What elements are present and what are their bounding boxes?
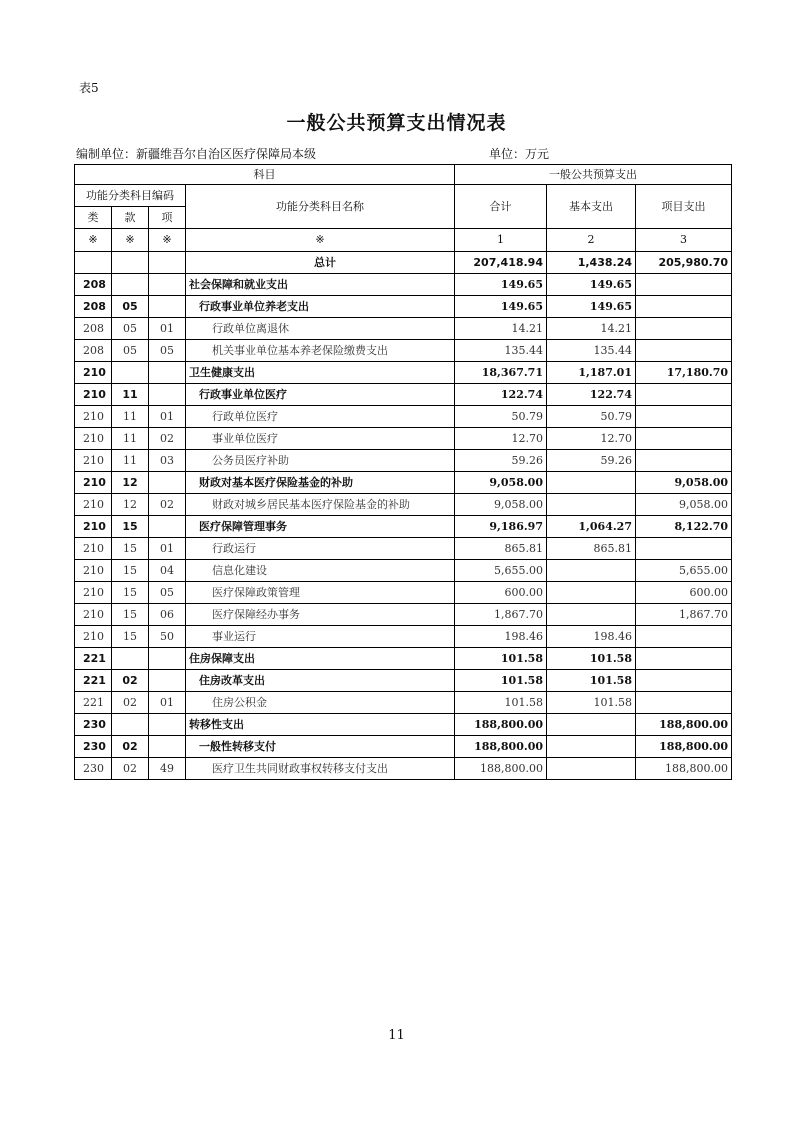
- basic-header: 基本支出: [547, 185, 636, 229]
- class-code-cell: 230: [75, 758, 112, 780]
- project-cell: [636, 538, 732, 560]
- basic-cell: 12.70: [547, 428, 636, 450]
- project-cell: 17,180.70: [636, 362, 732, 384]
- subject-name-cell: 行政单位离退休: [186, 318, 455, 340]
- class-code-cell: 221: [75, 648, 112, 670]
- subject-name-cell: 住房改革支出: [186, 670, 455, 692]
- section-code-cell: 11: [112, 384, 149, 406]
- header-row-index: [75, 229, 732, 252]
- item-code-cell: 49: [149, 758, 186, 780]
- subject-name-cell: 一般性转移支付: [186, 736, 455, 758]
- section-code-cell: 15: [112, 626, 149, 648]
- table-row: [75, 560, 732, 582]
- project-cell: 8,122.70: [636, 516, 732, 538]
- section-code-cell: 02: [112, 758, 149, 780]
- class-code-cell: 210: [75, 538, 112, 560]
- total-cell: 135.44: [455, 340, 547, 362]
- table-row: [75, 516, 732, 538]
- project-cell: [636, 648, 732, 670]
- item-code-cell: 01: [149, 318, 186, 340]
- project-cell: [636, 626, 732, 648]
- subject-name-cell: 卫生健康支出: [186, 362, 455, 384]
- table-row: [75, 538, 732, 560]
- item-header: 项: [149, 207, 186, 229]
- table-row: [75, 670, 732, 692]
- item-code-cell: [149, 472, 186, 494]
- class-code-cell: 208: [75, 274, 112, 296]
- project-header: 项目支出: [636, 185, 732, 229]
- basic-cell: [547, 560, 636, 582]
- section-code-cell: [112, 274, 149, 296]
- subject-name-cell: 行政事业单位养老支出: [186, 296, 455, 318]
- table-row: [75, 450, 732, 472]
- section-code-cell: 05: [112, 296, 149, 318]
- basic-cell: 101.58: [547, 670, 636, 692]
- item-code-cell: 01: [149, 692, 186, 714]
- table-row: [75, 714, 732, 736]
- class-code-cell: 210: [75, 516, 112, 538]
- subject-name-cell: 住房保障支出: [186, 648, 455, 670]
- header-row-top: [75, 165, 732, 185]
- total-cell: 149.65: [455, 296, 547, 318]
- sum-project: 205,980.70: [636, 252, 732, 274]
- sum-basic: 1,438.24: [547, 252, 636, 274]
- subject-name-cell: 机关事业单位基本养老保险缴费支出: [186, 340, 455, 362]
- basic-cell: 101.58: [547, 648, 636, 670]
- basic-cell: [547, 582, 636, 604]
- total-cell: 188,800.00: [455, 736, 547, 758]
- class-code-cell: 208: [75, 296, 112, 318]
- total-cell: 122.74: [455, 384, 547, 406]
- name-header: 功能分类科目名称: [186, 185, 455, 229]
- item-code-cell: [149, 670, 186, 692]
- class-code-cell: 210: [75, 384, 112, 406]
- page-number: 11: [388, 1028, 405, 1043]
- subject-name-cell: 社会保障和就业支出: [186, 274, 455, 296]
- section-code-cell: 12: [112, 494, 149, 516]
- section-code-cell: 11: [112, 428, 149, 450]
- item-code-cell: [149, 714, 186, 736]
- total-cell: 865.81: [455, 538, 547, 560]
- subject-name-cell: 行政单位医疗: [186, 406, 455, 428]
- item-code-cell: 03: [149, 450, 186, 472]
- total-cell: 50.79: [455, 406, 547, 428]
- subject-name-cell: 医疗卫生共同财政事权转移支付支出: [186, 758, 455, 780]
- table-row: [75, 384, 732, 406]
- table-row: [75, 274, 732, 296]
- table-row: [75, 582, 732, 604]
- subject-name-cell: 财政对基本医疗保险基金的补助: [186, 472, 455, 494]
- subject-name-cell: 行政事业单位医疗: [186, 384, 455, 406]
- section-code-cell: 02: [112, 670, 149, 692]
- class-code-cell: 230: [75, 714, 112, 736]
- item-mark: ※: [149, 229, 186, 252]
- total-index: 1: [455, 229, 547, 252]
- sum-item: [149, 252, 186, 274]
- item-code-cell: 06: [149, 604, 186, 626]
- project-cell: 9,058.00: [636, 472, 732, 494]
- item-code-cell: [149, 648, 186, 670]
- project-cell: [636, 670, 732, 692]
- section-code-cell: 02: [112, 736, 149, 758]
- total-cell: 188,800.00: [455, 758, 547, 780]
- project-cell: [636, 274, 732, 296]
- table-row: [75, 494, 732, 516]
- table-row: [75, 362, 732, 384]
- section-code-cell: 02: [112, 692, 149, 714]
- section-code-cell: 05: [112, 340, 149, 362]
- section-mark: ※: [112, 229, 149, 252]
- class-code-cell: 210: [75, 582, 112, 604]
- item-code-cell: [149, 736, 186, 758]
- class-code-cell: 210: [75, 472, 112, 494]
- total-cell: 9,186.97: [455, 516, 547, 538]
- page-title: 一般公共预算支出情况表: [286, 112, 507, 134]
- project-cell: 9,058.00: [636, 494, 732, 516]
- class-code-cell: 210: [75, 450, 112, 472]
- section-code-cell: 15: [112, 582, 149, 604]
- section-code-cell: 12: [112, 472, 149, 494]
- project-cell: [636, 318, 732, 340]
- project-cell: [636, 340, 732, 362]
- table-row: [75, 318, 732, 340]
- project-cell: [636, 296, 732, 318]
- class-mark: ※: [75, 229, 112, 252]
- sum-row: [75, 252, 732, 274]
- project-cell: [636, 384, 732, 406]
- item-code-cell: [149, 384, 186, 406]
- subject-name-cell: 信息化建设: [186, 560, 455, 582]
- subject-header: 科目: [75, 165, 455, 185]
- subject-name-cell: 财政对城乡居民基本医疗保险基金的补助: [186, 494, 455, 516]
- currency-unit: 单位：万元: [489, 147, 550, 161]
- class-code-cell: 210: [75, 428, 112, 450]
- class-code-cell: 221: [75, 670, 112, 692]
- basic-cell: 59.26: [547, 450, 636, 472]
- item-code-cell: 05: [149, 582, 186, 604]
- total-cell: 600.00: [455, 582, 547, 604]
- item-code-cell: [149, 516, 186, 538]
- total-cell: 101.58: [455, 648, 547, 670]
- sum-label: 总计: [186, 252, 455, 274]
- item-code-cell: 02: [149, 494, 186, 516]
- class-code-cell: 208: [75, 340, 112, 362]
- table-row: [75, 340, 732, 362]
- section-code-cell: 05: [112, 318, 149, 340]
- project-cell: 5,655.00: [636, 560, 732, 582]
- code-group-header: 功能分类科目编码: [75, 185, 186, 207]
- basic-cell: 149.65: [547, 274, 636, 296]
- class-code-cell: 210: [75, 626, 112, 648]
- item-code-cell: 01: [149, 406, 186, 428]
- total-cell: 188,800.00: [455, 714, 547, 736]
- section-code-cell: 11: [112, 406, 149, 428]
- item-code-cell: 02: [149, 428, 186, 450]
- basic-cell: 1,064.27: [547, 516, 636, 538]
- section-code-cell: 11: [112, 450, 149, 472]
- class-code-cell: 210: [75, 604, 112, 626]
- basic-cell: 135.44: [547, 340, 636, 362]
- table-row: [75, 736, 732, 758]
- table-row: [75, 648, 732, 670]
- table-row: [75, 428, 732, 450]
- class-code-cell: 210: [75, 560, 112, 582]
- table-row: [75, 626, 732, 648]
- sum-class: [75, 252, 112, 274]
- basic-cell: [547, 758, 636, 780]
- basic-cell: 149.65: [547, 296, 636, 318]
- table-row: [75, 604, 732, 626]
- section-code-cell: 15: [112, 538, 149, 560]
- item-code-cell: 05: [149, 340, 186, 362]
- subject-name-cell: 医疗保障管理事务: [186, 516, 455, 538]
- section-code-cell: 15: [112, 560, 149, 582]
- item-code-cell: [149, 274, 186, 296]
- subject-name-cell: 医疗保障政策管理: [186, 582, 455, 604]
- basic-cell: 198.46: [547, 626, 636, 648]
- item-code-cell: [149, 296, 186, 318]
- sum-total: 207,418.94: [455, 252, 547, 274]
- basic-index: 2: [547, 229, 636, 252]
- class-code-cell: 210: [75, 494, 112, 516]
- basic-cell: [547, 736, 636, 758]
- section-code-cell: 15: [112, 604, 149, 626]
- table-row: [75, 758, 732, 780]
- subject-name-cell: 住房公积金: [186, 692, 455, 714]
- basic-cell: 1,187.01: [547, 362, 636, 384]
- class-code-cell: 221: [75, 692, 112, 714]
- budget-header: 一般公共预算支出: [455, 165, 732, 185]
- total-cell: 59.26: [455, 450, 547, 472]
- total-header: 合计: [455, 185, 547, 229]
- class-code-cell: 210: [75, 362, 112, 384]
- item-code-cell: [149, 362, 186, 384]
- class-code-cell: 210: [75, 406, 112, 428]
- budget-table: [74, 164, 732, 780]
- total-cell: 149.65: [455, 274, 547, 296]
- total-cell: 198.46: [455, 626, 547, 648]
- basic-cell: [547, 472, 636, 494]
- project-cell: 188,800.00: [636, 714, 732, 736]
- item-code-cell: 01: [149, 538, 186, 560]
- project-cell: [636, 450, 732, 472]
- project-cell: [636, 428, 732, 450]
- table-row: [75, 296, 732, 318]
- total-cell: 9,058.00: [455, 494, 547, 516]
- total-cell: 101.58: [455, 670, 547, 692]
- total-cell: 18,367.71: [455, 362, 547, 384]
- basic-cell: 101.58: [547, 692, 636, 714]
- class-header: 类: [75, 207, 112, 229]
- compiling-unit: 编制单位：新疆维吾尔自治区医疗保障局本级: [76, 147, 317, 161]
- section-code-cell: 15: [112, 516, 149, 538]
- total-cell: 14.21: [455, 318, 547, 340]
- basic-cell: [547, 604, 636, 626]
- header-row-mid: [75, 185, 732, 207]
- section-header: 款: [112, 207, 149, 229]
- table-row: [75, 406, 732, 428]
- basic-cell: 50.79: [547, 406, 636, 428]
- project-cell: 188,800.00: [636, 758, 732, 780]
- total-cell: 5,655.00: [455, 560, 547, 582]
- subject-name-cell: 公务员医疗补助: [186, 450, 455, 472]
- basic-cell: 122.74: [547, 384, 636, 406]
- basic-cell: 14.21: [547, 318, 636, 340]
- class-code-cell: 230: [75, 736, 112, 758]
- total-cell: 12.70: [455, 428, 547, 450]
- project-cell: 600.00: [636, 582, 732, 604]
- project-cell: [636, 406, 732, 428]
- section-code-cell: [112, 648, 149, 670]
- table-row: [75, 472, 732, 494]
- section-code-cell: [112, 362, 149, 384]
- project-index: 3: [636, 229, 732, 252]
- total-cell: 101.58: [455, 692, 547, 714]
- subject-name-cell: 事业运行: [186, 626, 455, 648]
- total-cell: 1,867.70: [455, 604, 547, 626]
- item-code-cell: 04: [149, 560, 186, 582]
- subject-name-cell: 行政运行: [186, 538, 455, 560]
- basic-cell: [547, 494, 636, 516]
- name-mark: ※: [186, 229, 455, 252]
- item-code-cell: 50: [149, 626, 186, 648]
- basic-cell: 865.81: [547, 538, 636, 560]
- project-cell: [636, 692, 732, 714]
- subject-name-cell: 转移性支出: [186, 714, 455, 736]
- basic-cell: [547, 714, 636, 736]
- project-cell: 188,800.00: [636, 736, 732, 758]
- project-cell: 1,867.70: [636, 604, 732, 626]
- sum-section: [112, 252, 149, 274]
- table-row: [75, 692, 732, 714]
- table-label: 表5: [79, 81, 99, 95]
- section-code-cell: [112, 714, 149, 736]
- class-code-cell: 208: [75, 318, 112, 340]
- subject-name-cell: 事业单位医疗: [186, 428, 455, 450]
- total-cell: 9,058.00: [455, 472, 547, 494]
- subject-name-cell: 医疗保障经办事务: [186, 604, 455, 626]
